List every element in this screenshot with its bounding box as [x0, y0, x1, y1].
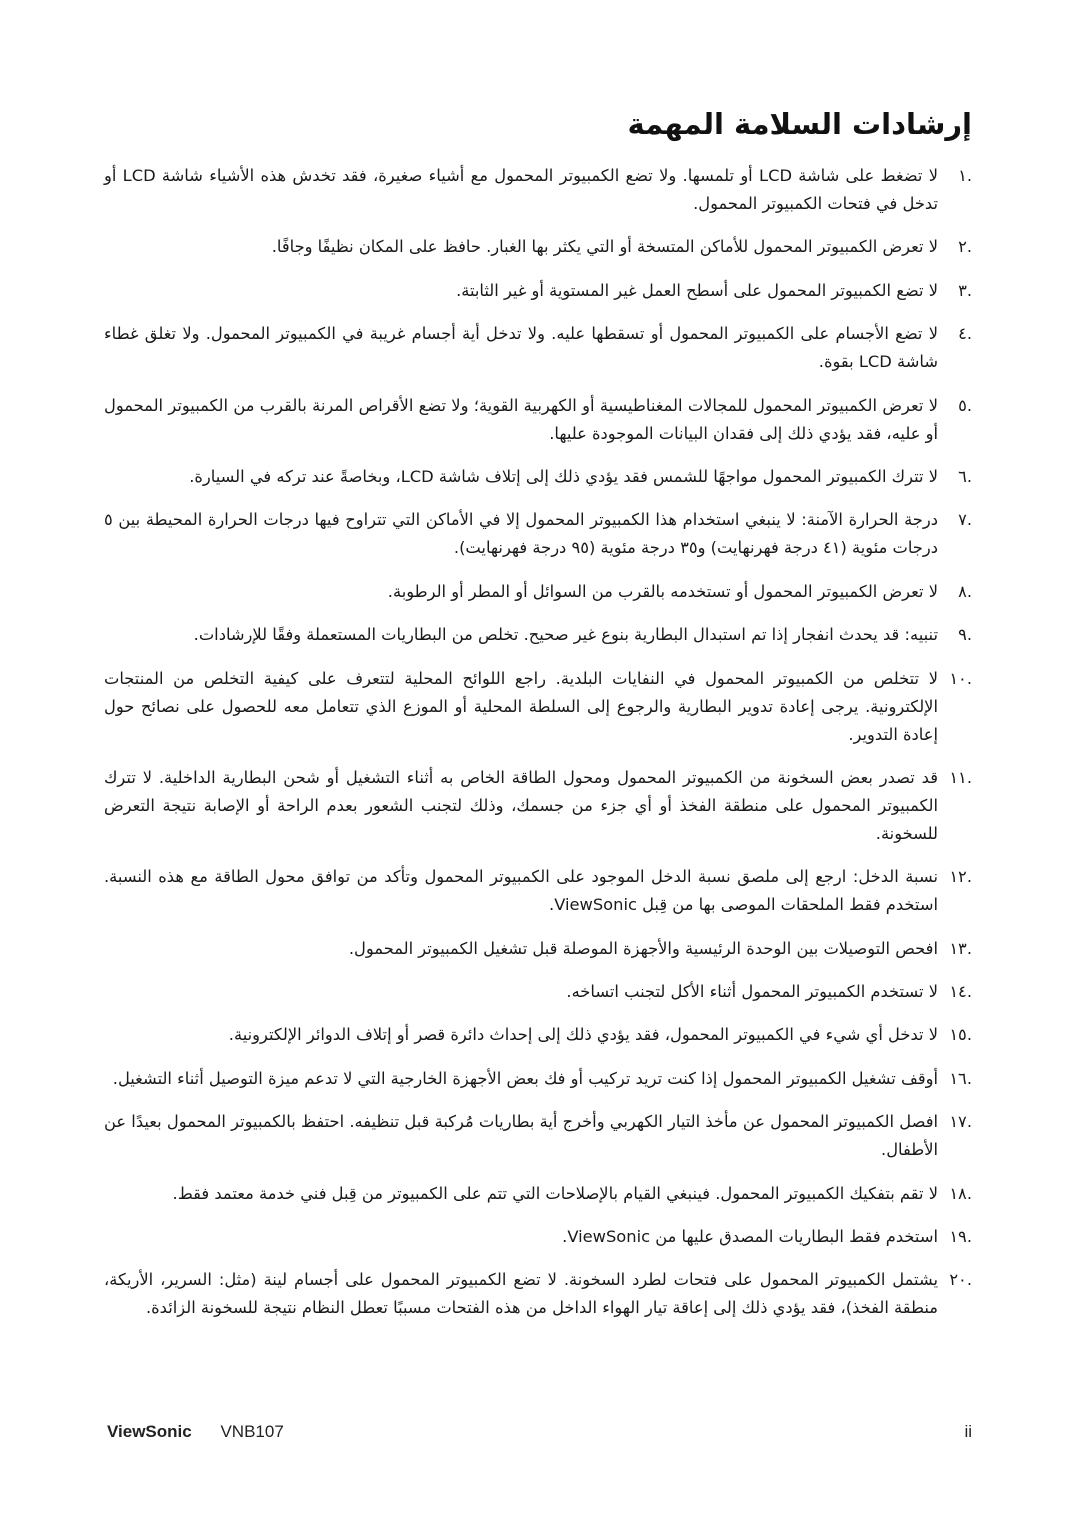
list-item: [104, 578, 972, 606]
list-item: [104, 162, 972, 218]
item-text: لا تعرض الكمبيوتر المحمول أو تستخدمه بالقرب من السوائل أو المطر أو الرطوبة.: [387, 581, 938, 601]
item-text: افصل الكمبيوتر المحمول عن مأخذ التيار الكهربي وأخرج أية بطاريات مُركبة قبل تنظيفه. احتفظ بالكمبيوتر المحمول بعيدًا عن الأطفال.: [104, 1112, 938, 1160]
item-text: لا تدخل أي شيء في الكمبيوتر المحمول، فقد يؤدي ذلك إلى إحداث دائرة قصر أو إتلاف الدوائر الإلكترونية.: [228, 1025, 938, 1045]
item-text: يشتمل الكمبيوتر المحمول على فتحات لطرد السخونة. لا تضع الكمبيوتر المحمول على أجسام لينة (مثل: السرير، الأريكة، منطقة الفخذ)، فقد يؤدي ذلك إلى إعاقة تيار الهواء الداخل من هذه الفتحات مسببًا تعطل النظام نتيجة للسخونة الزائدة.: [104, 1270, 938, 1318]
item-number: .١٠: [949, 668, 972, 688]
item-text: لا تتخلص من الكمبيوتر المحمول في النفايات البلدية. راجع اللوائح المحلية لتتعرف على كيفية التخلص من المنتجات الإلكترونية. يرجى إعادة تدوير البطارية والرجوع إلى السلطة المحلية أو الموزع الذي تتعامل معه للحصول على نصائح حول إعادة التدوير.: [104, 668, 938, 744]
item-number: .٧: [958, 510, 972, 530]
item-text: لا تعرض الكمبيوتر المحمول للأماكن المتسخة أو التي يكثر بها الغبار. حافظ على المكان نظيفًا وجافًا.: [271, 237, 938, 257]
item-text: لا تستخدم الكمبيوتر المحمول أثناء الأكل لتجنب اتساخه.: [566, 982, 938, 1002]
list-item: [104, 1223, 972, 1251]
list-item: [104, 863, 972, 919]
item-text: لا تقم بتفكيك الكمبيوتر المحمول. فينبغي القيام بالإصلاحات التي تتم على الكمبيوتر من قِبل فني خدمة معتمد فقط.: [172, 1183, 938, 1203]
item-number: .٢٠: [949, 1270, 972, 1290]
item-number: .١٣: [949, 938, 972, 958]
footer-model: VNB107: [220, 1422, 284, 1441]
item-text: لا تضغط على شاشة LCD أو تلمسها. ولا تضع الكمبيوتر المحمول مع أشياء صغيرة، فقد تخدش هذه الأشياء شاشة LCD أو تدخل في فتحات الكمبيوتر المحمول.: [104, 166, 938, 213]
list-item: [104, 277, 972, 305]
item-text: لا تترك الكمبيوتر المحمول مواجهًا للشمس فقد يؤدي ذلك إلى إتلاف شاشة LCD، وبخاصةً عند تركه في السيارة.: [189, 466, 938, 486]
list-item: [104, 320, 972, 376]
footer-brand-model: [107, 1421, 284, 1443]
item-number: .١٧: [949, 1112, 972, 1132]
item-number: .٨: [958, 581, 972, 601]
item-number: .٢: [958, 237, 972, 257]
item-number: .٩: [958, 625, 972, 645]
item-number: .١٤: [949, 982, 972, 1002]
item-text: نسبة الدخل: ارجع إلى ملصق نسبة الدخل الموجود على الكمبيوتر المحمول وتأكد من توافق محول الطاقة مع هذه النسبة. استخدم فقط الملحقات الموصى بها من قِبل ViewSonic.: [104, 867, 938, 915]
item-text: تنبيه: قد يحدث انفجار إذا تم استبدال البطارية بنوع غير صحيح. تخلص من البطاريات المستعملة وفقًا للإرشادات.: [193, 625, 938, 645]
list-item: [104, 1266, 972, 1322]
list-item: [104, 935, 972, 963]
item-text: أوقف تشغيل الكمبيوتر المحمول إذا كنت تريد تركيب أو فك بعض الأجهزة الخارجية التي لا تدعم ميزة التوصيل أثناء التشغيل.: [112, 1068, 938, 1088]
list-item: [104, 665, 972, 749]
page-title: إرشادات السلامة المهمة: [627, 107, 972, 141]
item-number: .١١: [949, 767, 972, 787]
item-text: افحص التوصيلات بين الوحدة الرئيسية والأجهزة الموصلة قبل تشغيل الكمبيوتر المحمول.: [348, 938, 938, 958]
list-item: [104, 1021, 972, 1049]
list-item: [104, 621, 972, 649]
item-number: .٥: [958, 395, 972, 415]
list-item: [104, 506, 972, 562]
list-item: [104, 1065, 972, 1093]
item-number: .١٩: [949, 1227, 972, 1247]
list-item: [104, 1108, 972, 1164]
item-text: لا تعرض الكمبيوتر المحمول للمجالات المغناطيسية أو الكهربية القوية؛ ولا تضع الأقراص المرنة بالقرب من الكمبيوتر المحمول أو عليه، فقد يؤدي ذلك إلى فقدان البيانات الموجودة عليها.: [104, 395, 938, 443]
footer-brand: ViewSonic: [107, 1422, 192, 1441]
list-item: [104, 1180, 972, 1208]
item-number: .١٦: [949, 1068, 972, 1088]
item-number: .٣: [958, 280, 972, 300]
safety-instructions-list: [104, 162, 972, 1338]
item-number: .١٥: [949, 1025, 972, 1045]
item-number: .١٢: [949, 867, 972, 887]
item-text: درجة الحرارة الآمنة: لا ينبغي استخدام هذا الكمبيوتر المحمول إلا في الأماكن التي تتراوح فيها درجات الحرارة المحيطة بين ٥ درجات مئوية (٤١ درجة فهرنهايت) و٣٥ درجة مئوية (٩٥ درجة فهرنهايت).: [104, 510, 938, 558]
item-text: لا تضع الكمبيوتر المحمول على أسطح العمل غير المستوية أو غير الثابتة.: [456, 280, 938, 300]
item-number: .١: [958, 166, 972, 185]
list-item: [104, 978, 972, 1006]
item-text: لا تضع الأجسام على الكمبيوتر المحمول أو تسقطها عليه. ولا تدخل أية أجسام غريبة في الكمبيوتر المحمول. ولا تغلق غطاء شاشة LCD بقوة.: [104, 324, 938, 372]
list-item: [104, 392, 972, 448]
list-item: [104, 764, 972, 848]
list-item: [104, 233, 972, 261]
item-number: .٦: [958, 466, 972, 486]
page-number: ii: [964, 1422, 972, 1441]
list-item: [104, 463, 972, 491]
item-number: .٤: [958, 324, 972, 344]
item-text: استخدم فقط البطاريات المصدق عليها من ViewSonic.: [562, 1227, 938, 1247]
item-number: .١٨: [949, 1183, 972, 1203]
item-text: قد تصدر بعض السخونة من الكمبيوتر المحمول ومحول الطاقة الخاص به أثناء التشغيل أو شحن البطارية الداخلية. لا تترك الكمبيوتر المحمول على منطقة الفخذ أو أي جزء من جسمك، وذلك لتجنب الشعور بعدم الراحة أو الإصابة نتيجة التعرض للسخونة.: [104, 767, 938, 843]
